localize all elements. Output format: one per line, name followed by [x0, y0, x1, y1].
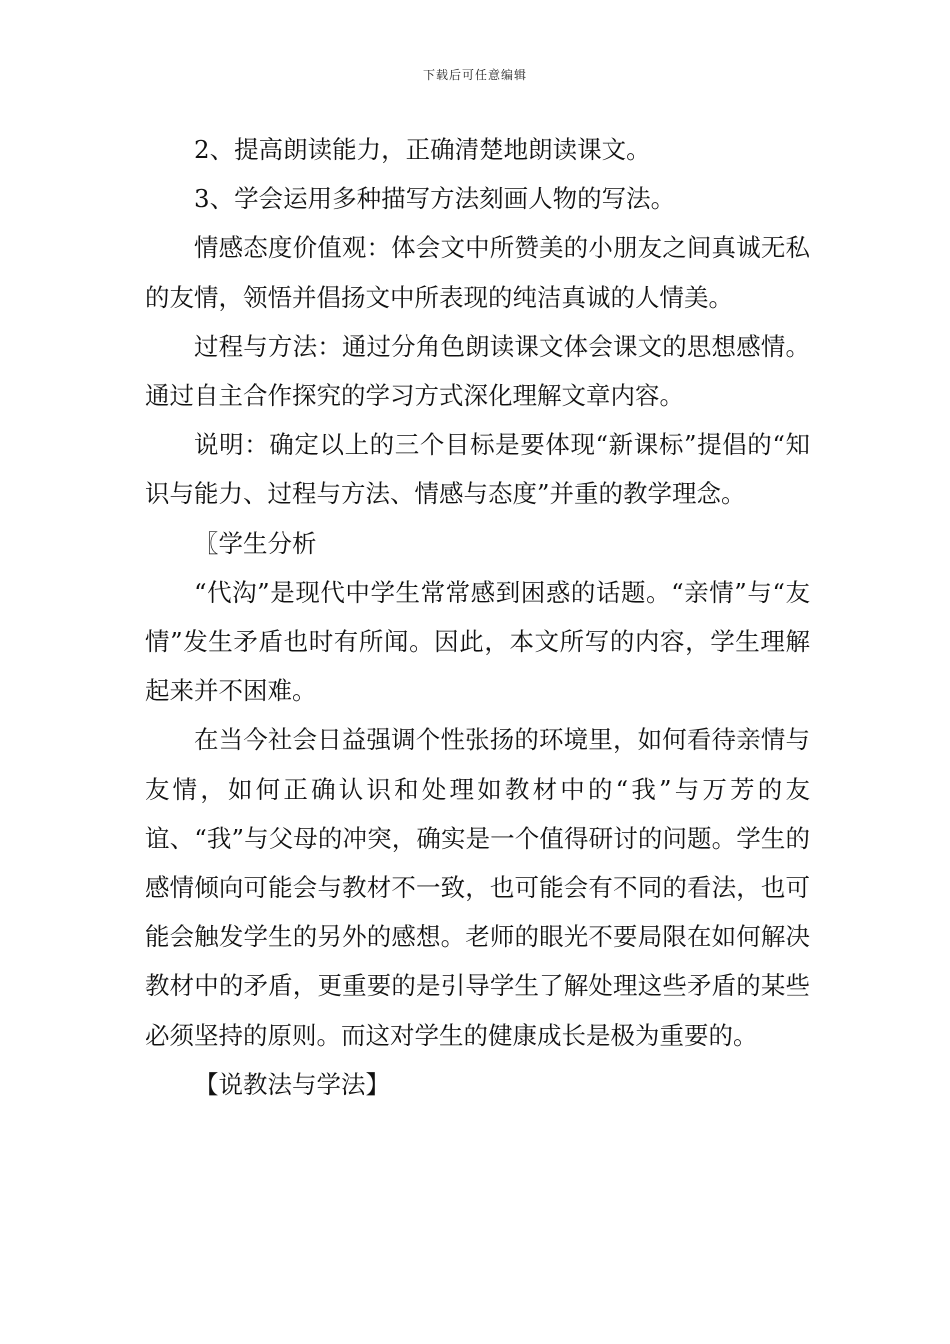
document-body — [145, 125, 810, 1109]
objective-reading: 2、提高朗读能力，正确清楚地朗读课文。 — [194, 135, 651, 164]
objective-note: 说明：确定以上的三个目标是要体现“新课标”提倡的“知识与能力、过程与方法、情感与态度”并重的教学理念。 — [145, 430, 810, 509]
objective-process: 过程与方法：通过分角色朗读课文体会课文的思想感情。通过自主合作探究的学习方式深化理解文章内容。 — [145, 331, 810, 411]
section-heading-methods: 【说教法与学法】 — [194, 1069, 390, 1099]
objective-emotion: 情感态度价值观：体会文中所赞美的小朋友之间真诚无私的友情，领悟并倡扬文中所表现的纯洁真诚的人情美。 — [145, 233, 810, 312]
section-heading-student-analysis: 〖学生分析 — [194, 528, 317, 558]
page-header: 下载后可任意编辑 — [422, 68, 527, 82]
student-analysis-paragraph-1: “代沟”是现代中学生常常感到困惑的话题。“亲情”与“友情”发生矛盾也时有所闻。因此，本文所写的内容，学生理解起来并不困难。 — [145, 577, 810, 706]
student-analysis-paragraph-2: 在当今社会日益强调个性张扬的环境里，如何看待亲情与友情，如何正确认识和处理如教材中的“我”与万芳的友谊、“我”与父母的冲突，确实是一个值得研讨的问题。学生的感情倾向可能会与教材不一致，也可能会有不同的看法，也可能会触发学生的另外的感想。老师的眼光不要局限在如何解决教材中的矛盾，更重要的是引导学生了解处理这些矛盾的某些必须坚持的原则。而这对学生的健康成长是极为重要的。 — [145, 725, 810, 1050]
objective-writing: 3、学会运用多种描写方法刻画人物的写法。 — [194, 184, 676, 214]
